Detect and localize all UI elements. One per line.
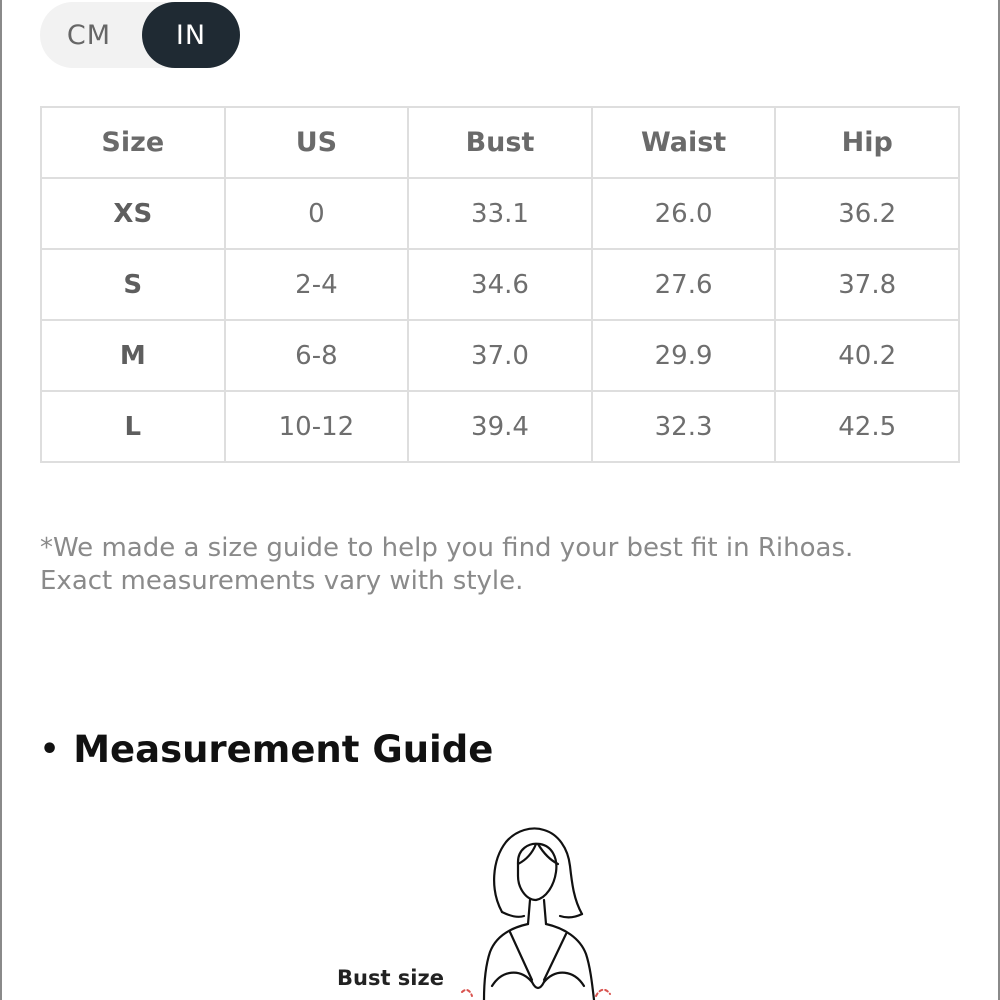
table-row [41, 178, 959, 249]
note-line-1: *We made a size guide to help you find your best fit in Rihoas. [40, 533, 854, 563]
cell-size: S [41, 249, 225, 320]
cell-size: M [41, 320, 225, 391]
cell-hip: 37.8 [775, 249, 959, 320]
cell-us: 2-4 [225, 249, 409, 320]
cell-bust: 34.6 [408, 249, 592, 320]
unit-toggle [40, 2, 240, 68]
header-hip: Hip [775, 107, 959, 178]
measurement-guide-title: Measurement Guide [73, 728, 494, 771]
header-waist: Waist [592, 107, 776, 178]
cell-waist: 29.9 [592, 320, 776, 391]
cell-us: 6-8 [225, 320, 409, 391]
table-row [41, 249, 959, 320]
header-us: US [225, 107, 409, 178]
cell-us: 0 [225, 178, 409, 249]
cell-us: 10-12 [225, 391, 409, 462]
frame-left-border [0, 0, 2, 1000]
cell-waist: 26.0 [592, 178, 776, 249]
bust-size-label: Bust size [337, 966, 444, 990]
cell-size: L [41, 391, 225, 462]
table-row [41, 320, 959, 391]
body-outline-illustration [440, 820, 640, 1000]
measurement-guide-heading [40, 728, 493, 771]
cell-hip: 36.2 [775, 178, 959, 249]
header-size: Size [41, 107, 225, 178]
table-row [41, 391, 959, 462]
note-line-2: Exact measurements vary with style. [40, 566, 524, 596]
size-guide-note [40, 532, 970, 598]
table-header-row [41, 107, 959, 178]
cell-bust: 33.1 [408, 178, 592, 249]
cell-waist: 27.6 [592, 249, 776, 320]
unit-cm-button[interactable]: CM [66, 19, 112, 51]
cell-waist: 32.3 [592, 391, 776, 462]
unit-in-button[interactable]: IN [142, 2, 240, 68]
cell-hip: 40.2 [775, 320, 959, 391]
header-bust: Bust [408, 107, 592, 178]
cell-bust: 39.4 [408, 391, 592, 462]
cell-size: XS [41, 178, 225, 249]
cell-hip: 42.5 [775, 391, 959, 462]
cell-bust: 37.0 [408, 320, 592, 391]
size-chart-table [40, 106, 960, 463]
bullet-icon: • [40, 732, 60, 767]
